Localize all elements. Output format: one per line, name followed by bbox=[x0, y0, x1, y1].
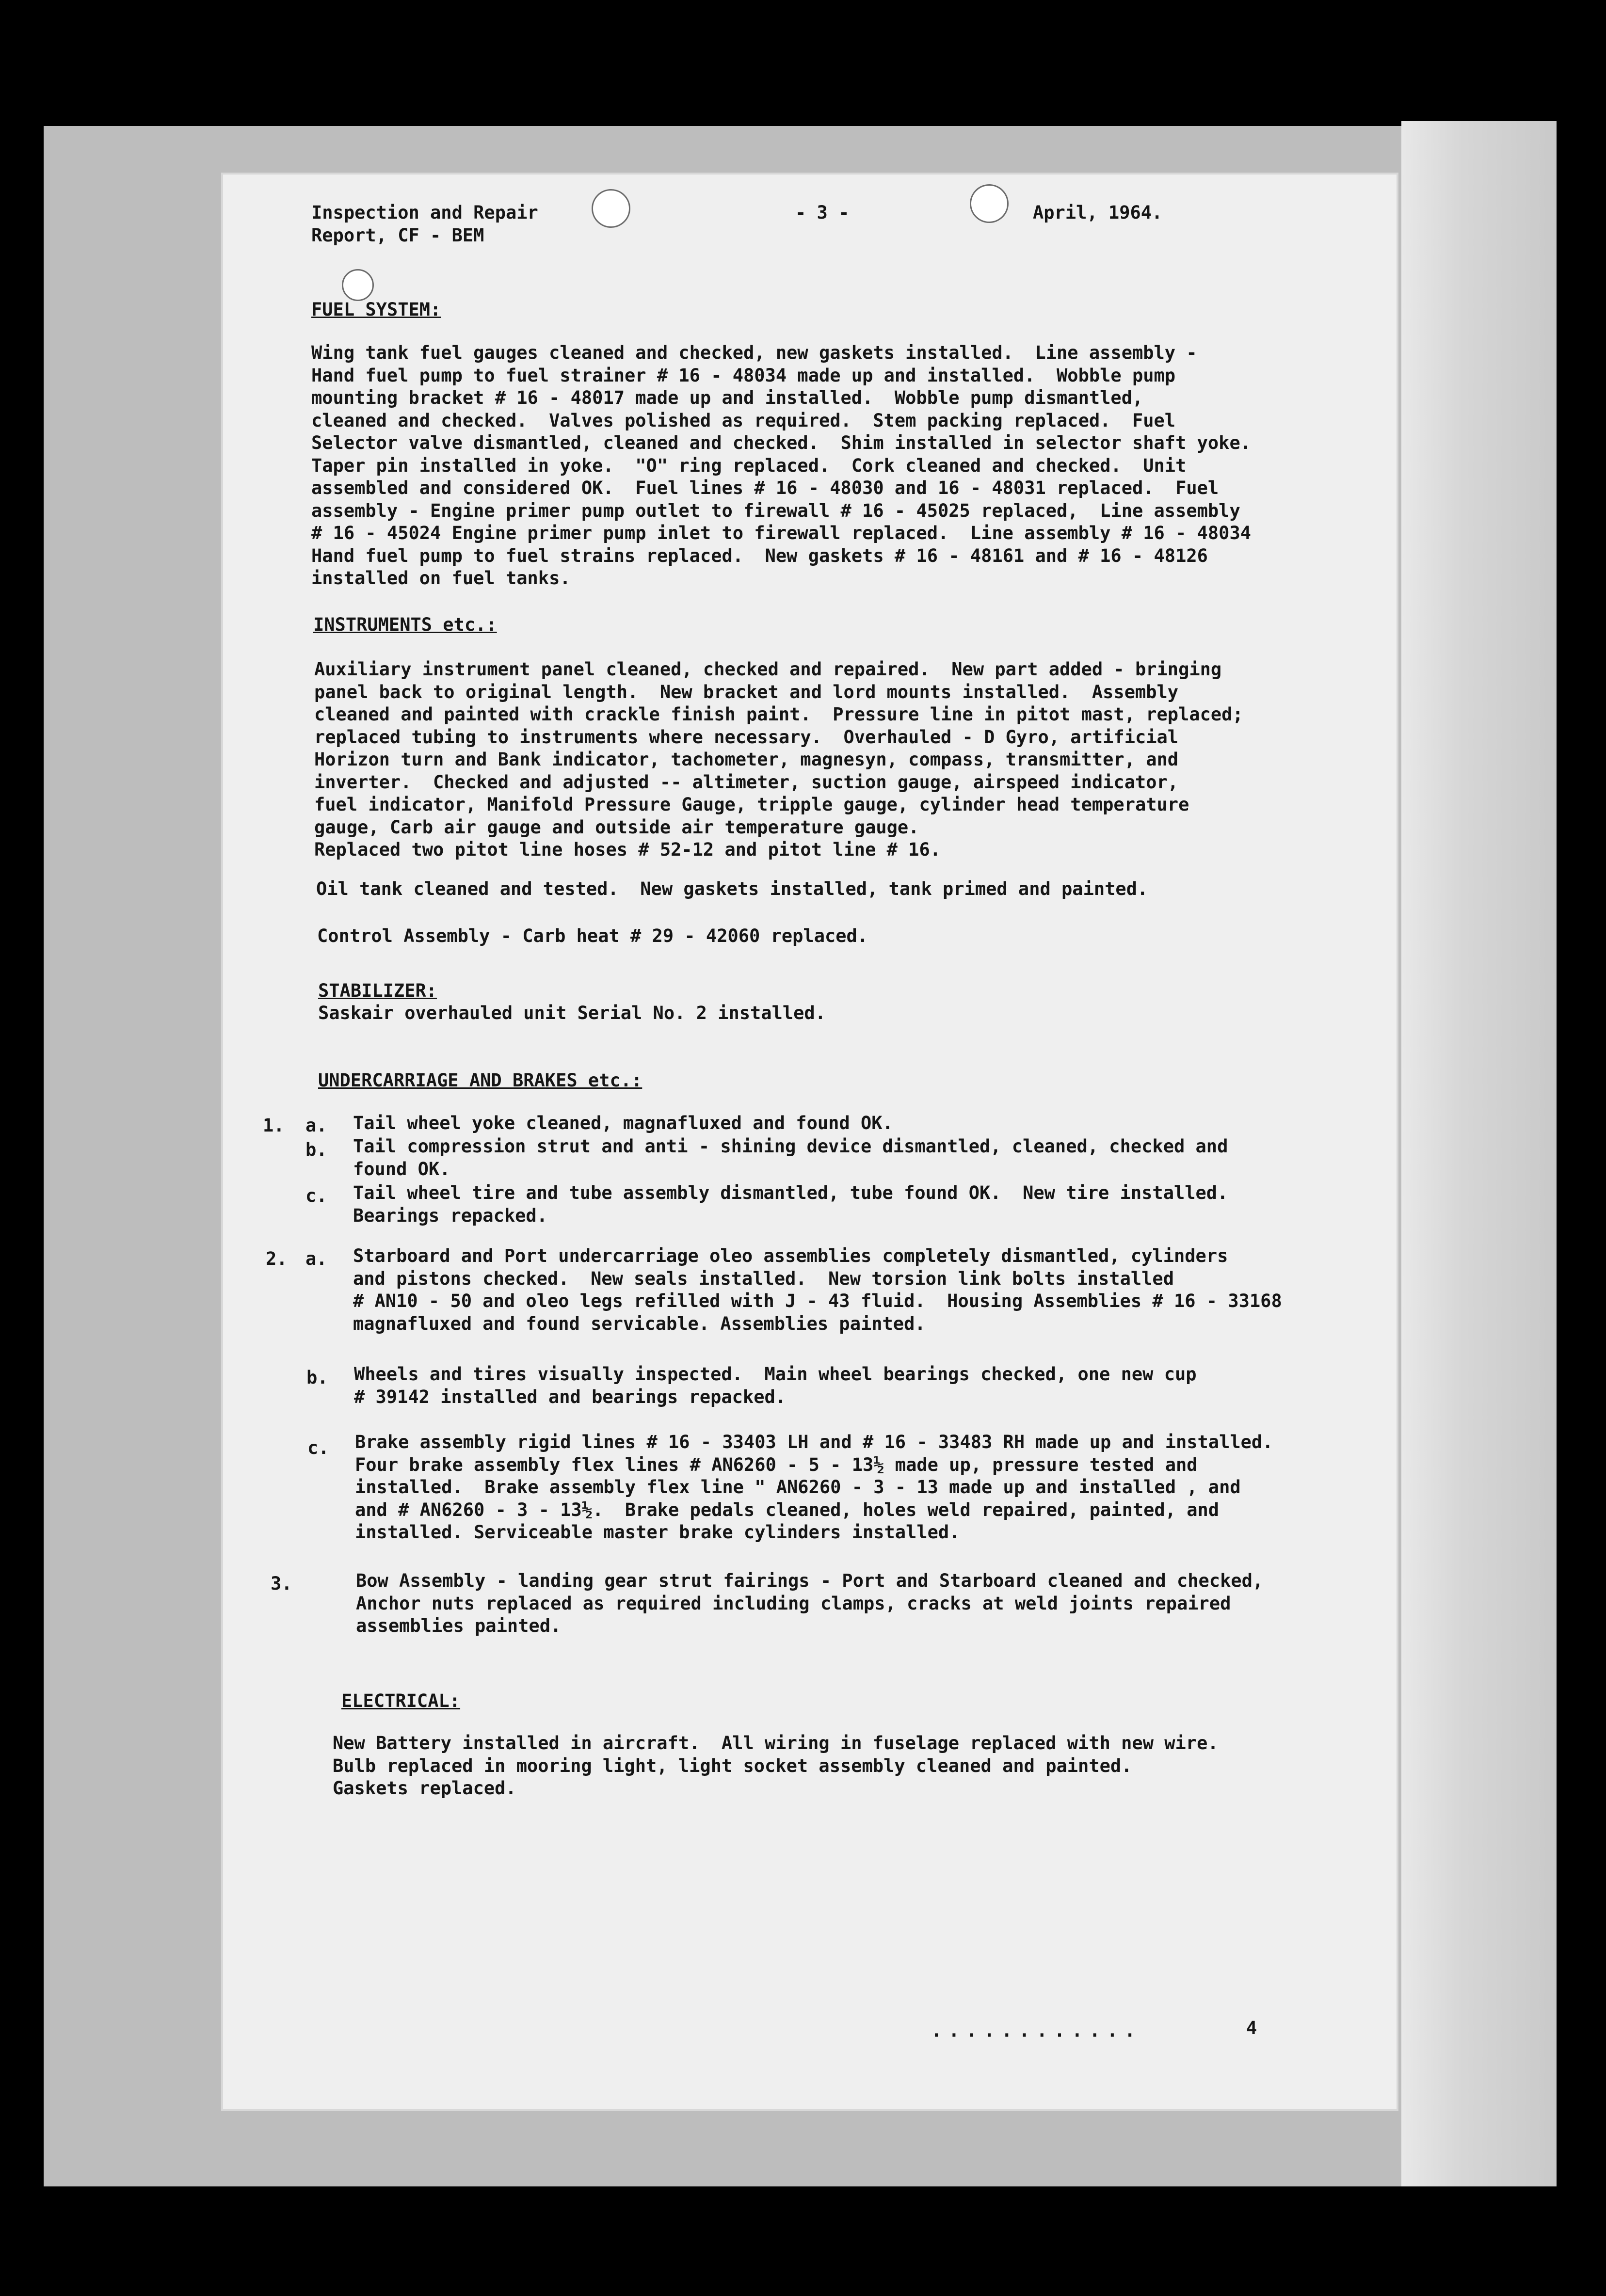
sub-item-label: b. bbox=[305, 1139, 327, 1160]
text-line: Bearings repacked. bbox=[353, 1205, 547, 1226]
board-edge bbox=[1401, 121, 1557, 2186]
text-line: panel back to original length. New bracket and lord mounts installed. Assembly bbox=[314, 681, 1179, 702]
text-line: Bulb replaced in mooring light, light socket assembly cleaned and painted. bbox=[333, 1755, 1132, 1776]
item-1b-text bbox=[353, 1135, 1228, 1180]
stabilizer-text: Saskair overhauled unit Serial No. 2 installed. bbox=[318, 1003, 826, 1023]
text-line: inverter. Checked and adjusted -- altimeter, suction gauge, airspeed indicator, bbox=[314, 771, 1179, 793]
oil-tank-text: Oil tank cleaned and tested. New gaskets installed, tank primed and painted. bbox=[316, 878, 1148, 899]
text-line: replaced tubing to instruments where necessary. Overhauled - D Gyro, artificial bbox=[314, 726, 1179, 748]
text-line: Bow Assembly - landing gear strut fairings - Port and Starboard cleaned and checked, bbox=[356, 1570, 1264, 1591]
text-line: # 16 - 45024 Engine primer pump inlet to firewall replaced. Line assembly # 16 - 48034 bbox=[311, 523, 1252, 543]
item-3-text bbox=[356, 1570, 1263, 1638]
text-line: cleaned and painted with crackle finish paint. Pressure line in pitot mast, replaced; bbox=[314, 704, 1243, 725]
text-line: found OK. bbox=[353, 1158, 450, 1180]
text-line: mounting bracket # 16 - 48017 made up and installed. Wobble pump dismantled, bbox=[311, 387, 1143, 408]
item-2c-text bbox=[355, 1431, 1273, 1544]
text-line: New Battery installed in aircraft. All wiring in fuselage replaced with new wire. bbox=[333, 1733, 1219, 1754]
text-line: Tail wheel yoke cleaned, magnafluxed and found OK. bbox=[353, 1113, 893, 1133]
section-heading-fuel-system: FUEL SYSTEM: bbox=[311, 299, 441, 320]
text-line: Auxiliary instrument panel cleaned, checked and repaired. New part added - bringing bbox=[314, 659, 1222, 680]
section-heading-electrical: ELECTRICAL: bbox=[341, 1690, 461, 1711]
text-line: # AN10 - 50 and oleo legs refilled with J - 43 fluid. Housing Assemblies # 16 - 33168 bbox=[353, 1291, 1282, 1311]
text-line: Selector valve dismantled, cleaned and checked. Shim installed in selector shaft yoke. bbox=[311, 432, 1252, 453]
item-2a-text bbox=[353, 1245, 1282, 1335]
document-page bbox=[223, 175, 1397, 2109]
text-line: assembly - Engine primer pump outlet to firewall # 16 - 45025 replaced, Line assembly bbox=[311, 500, 1240, 521]
text-line: Gaskets replaced. bbox=[333, 1778, 516, 1799]
next-page-number: 4 bbox=[1246, 2018, 1257, 2039]
control-assembly-text: Control Assembly - Carb heat # 29 - 42060 replaced. bbox=[317, 925, 868, 946]
sub-item-label: c. bbox=[307, 1437, 329, 1458]
text-line: Four brake assembly flex lines # AN6260 - 5 - 13½ made up, pressure tested and bbox=[355, 1454, 1198, 1475]
sub-item-label: a. bbox=[305, 1115, 327, 1136]
header-date: April, 1964. bbox=[1033, 202, 1163, 223]
punch-hole bbox=[592, 189, 630, 228]
sub-item-label: c. bbox=[305, 1185, 327, 1206]
text-line: assembled and considered OK. Fuel lines # 16 - 48030 and 16 - 48031 replaced. Fuel bbox=[311, 478, 1219, 498]
text-line: Replaced two pitot line hoses # 52-12 and pitot line # 16. bbox=[314, 839, 941, 860]
text-line: # 39142 installed and bearings repacked. bbox=[354, 1386, 787, 1407]
continuation-dots: ............ bbox=[931, 2020, 1142, 2041]
punch-hole bbox=[970, 184, 1009, 223]
text-line: fuel indicator, Manifold Pressure Gauge, tripple gauge, cylinder head temperature bbox=[314, 794, 1189, 815]
text-line: Taper pin installed in yoke. "O" ring replaced. Cork cleaned and checked. Unit bbox=[311, 455, 1187, 476]
item-number: 2. bbox=[266, 1248, 288, 1269]
item-number: 3. bbox=[271, 1573, 292, 1594]
text-line: Wing tank fuel gauges cleaned and checked, new gaskets installed. Line assembly - bbox=[311, 342, 1197, 363]
instruments-paragraph bbox=[314, 658, 1243, 861]
text-line: Horizon turn and Bank indicator, tachometer, magnesyn, compass, transmitter, and bbox=[314, 749, 1179, 770]
electrical-paragraph bbox=[333, 1732, 1219, 1800]
item-number: 1. bbox=[263, 1115, 285, 1136]
text-line: gauge, Carb air gauge and outside air temperature gauge. bbox=[314, 816, 919, 838]
sub-item-label: b. bbox=[306, 1367, 328, 1388]
header-title-line1: Inspection and Repair bbox=[311, 202, 538, 223]
text-line: and # AN6260 - 3 - 13½. Brake pedals cleaned, holes weld repaired, painted, and bbox=[355, 1499, 1220, 1520]
text-line: magnafluxed and found servicable. Assemblies painted. bbox=[353, 1313, 926, 1334]
page-number: - 3 - bbox=[795, 202, 850, 223]
text-line: Tail wheel tire and tube assembly dismantled, tube found OK. New tire installed. bbox=[353, 1182, 1228, 1203]
text-line: Hand fuel pump to fuel strains replaced. New gaskets # 16 - 48161 and # 16 - 48126 bbox=[311, 545, 1208, 566]
punch-hole bbox=[342, 269, 374, 301]
text-line: Wheels and tires visually inspected. Main wheel bearings checked, one new cup bbox=[354, 1364, 1197, 1385]
text-line: assemblies painted. bbox=[356, 1615, 562, 1636]
text-line: Starboard and Port undercarriage oleo assemblies completely dismantled, cylinders bbox=[353, 1245, 1228, 1266]
text-line: Hand fuel pump to fuel strainer # 16 - 48034 made up and installed. Wobble pump bbox=[311, 365, 1176, 386]
text-line: installed. Brake assembly flex line " AN6260 - 3 - 13 made up and installed , and bbox=[355, 1477, 1241, 1498]
text-line: installed. Serviceable master brake cylinders installed. bbox=[355, 1522, 960, 1543]
section-heading-instruments: INSTRUMENTS etc.: bbox=[313, 614, 497, 635]
section-heading-stabilizer: STABILIZER: bbox=[318, 980, 437, 1001]
text-line: cleaned and checked. Valves polished as required. Stem packing replaced. Fuel bbox=[311, 410, 1176, 431]
section-heading-undercarriage: UNDERCARRIAGE AND BRAKES etc.: bbox=[318, 1070, 642, 1091]
header-title-line2: Report, CF - BEM bbox=[311, 225, 484, 246]
item-2b-text bbox=[354, 1363, 1197, 1408]
text-line: Tail compression strut and anti - shining device dismantled, cleaned, checked and bbox=[353, 1136, 1228, 1157]
text-line: installed on fuel tanks. bbox=[311, 568, 571, 589]
sub-item-label: a. bbox=[305, 1248, 327, 1269]
item-1a-text bbox=[353, 1112, 893, 1135]
text-line: Brake assembly rigid lines # 16 - 33403 LH and # 16 - 33483 RH made up and installed. bbox=[355, 1432, 1273, 1452]
text-line: and pistons checked. New seals installed. New torsion link bolts installed bbox=[353, 1268, 1174, 1289]
text-line: Anchor nuts replaced as required including clamps, cracks at weld joints repaired bbox=[356, 1593, 1231, 1614]
item-1c-text bbox=[353, 1182, 1228, 1227]
fuel-system-paragraph bbox=[311, 342, 1251, 590]
